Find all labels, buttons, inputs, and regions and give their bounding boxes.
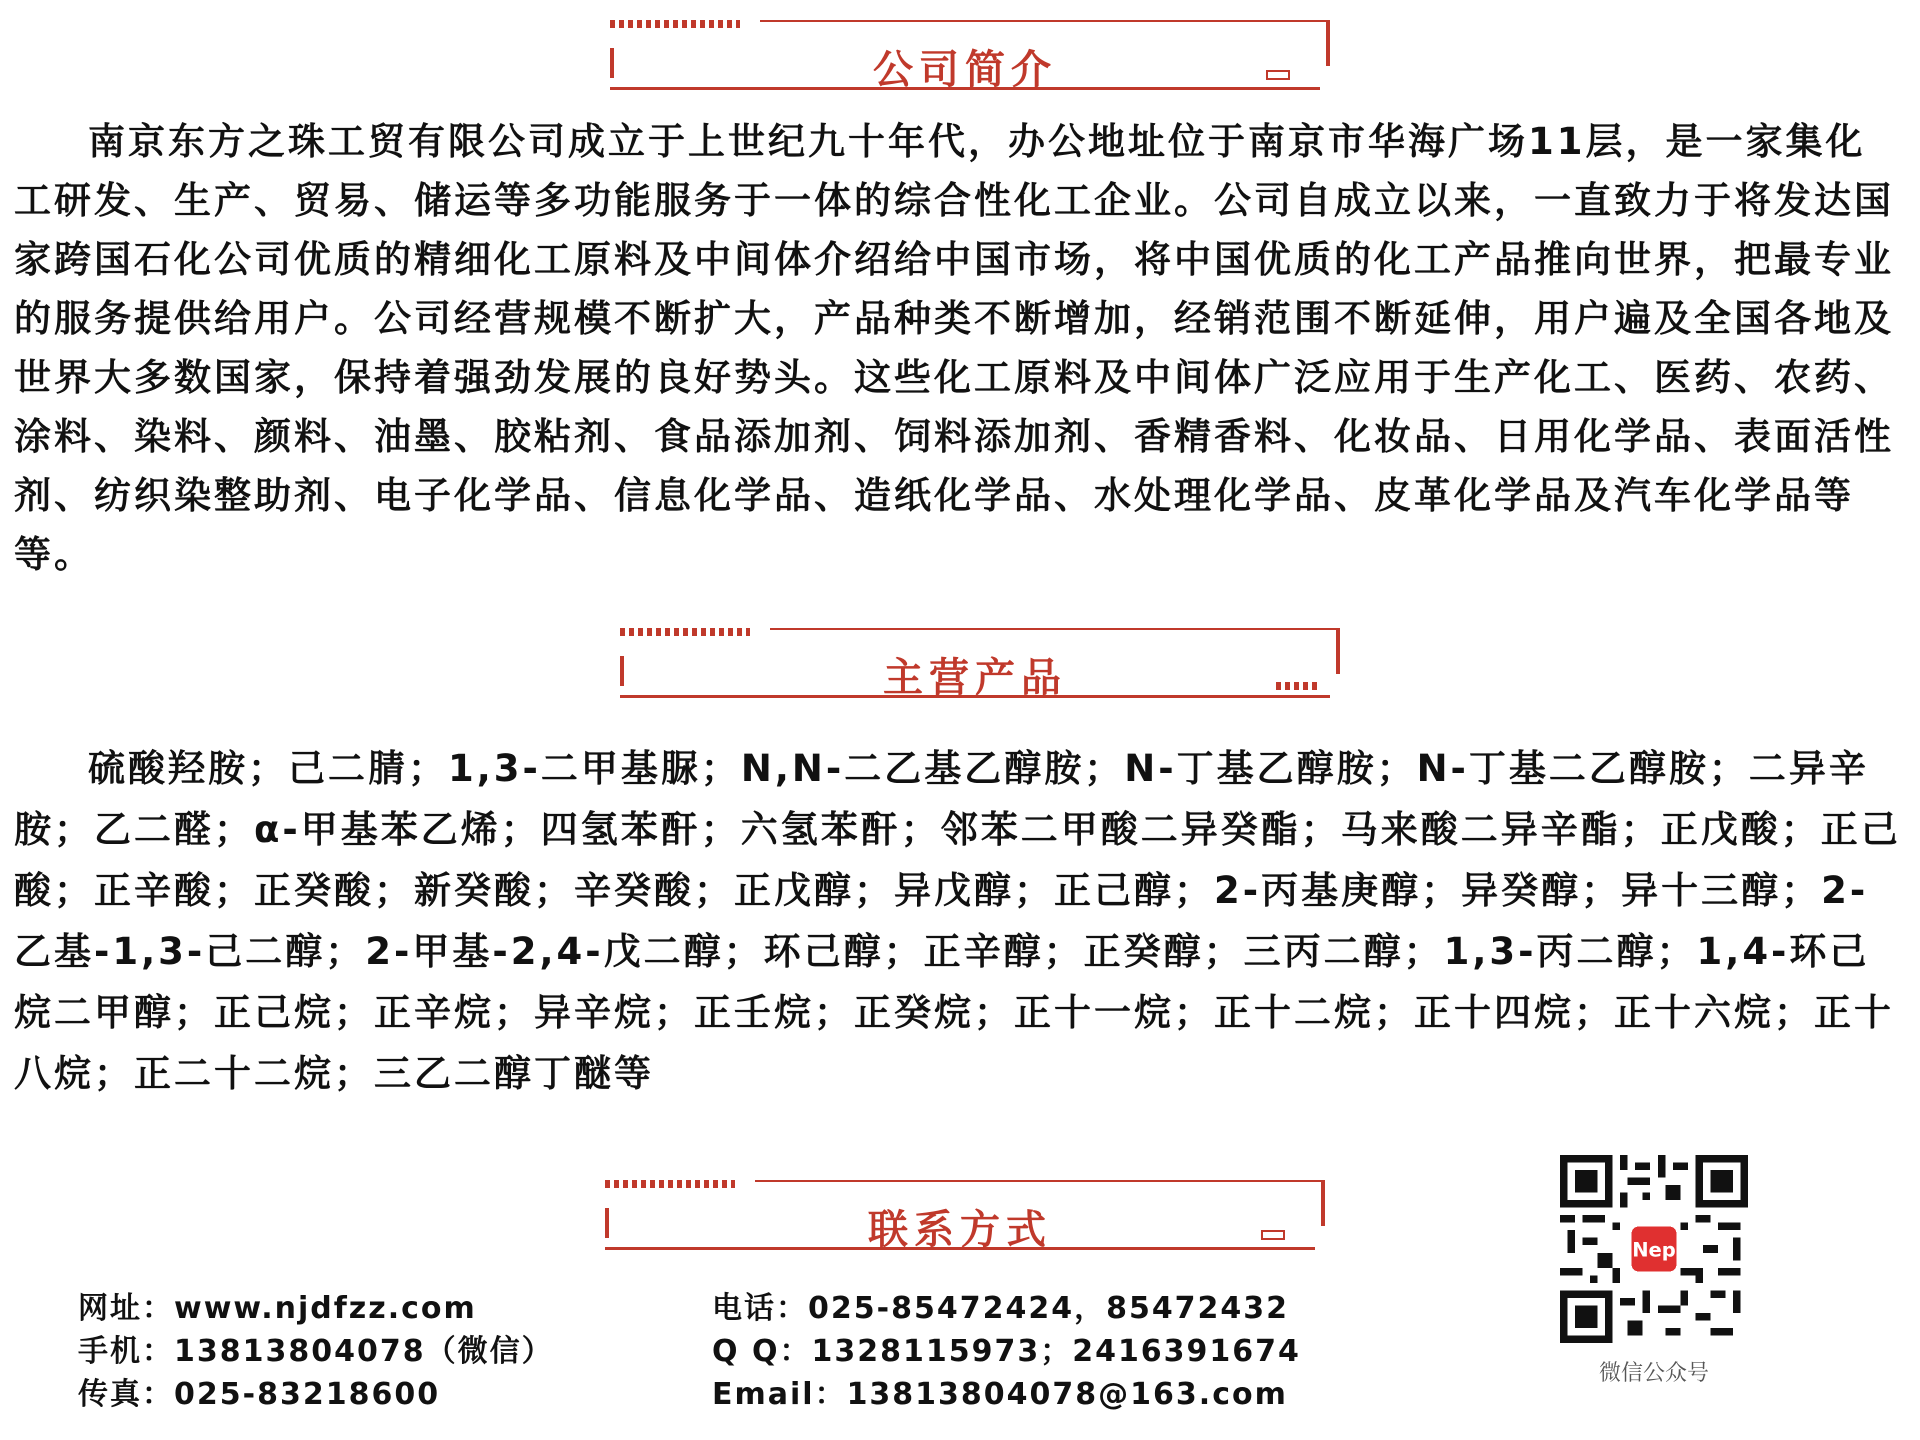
qr-caption: 微信公众号 [1598, 1361, 1709, 1386]
decor-line [760, 20, 1330, 22]
intro-header [600, 20, 1330, 93]
decor-dots [610, 20, 740, 28]
decor-line [770, 628, 1340, 630]
mobile-text: 手机：13813804078（微信） [78, 1334, 554, 1369]
wechat-qr-code-icon [1560, 1155, 1748, 1343]
qq-text: Q Q：1328115973；2416391674 [712, 1334, 1301, 1369]
fax-text: 传真：025-83218600 [78, 1377, 441, 1412]
section-title-intro: 公司简介 [873, 47, 1057, 93]
decor-line [755, 1180, 1325, 1182]
section-title-contact: 联系方式 [868, 1207, 1052, 1253]
contact-right-column [712, 1287, 1301, 1416]
contact-left-column [78, 1287, 554, 1416]
intro-paragraph: 南京东方之珠工贸有限公司成立于上世纪九十年代，办公地址位于南京市华海广场11层，是一家集化工研发、生产、贸易、储运等多功能服务于一体的综合性化工企业。公司自成立以来，一直致力于将发达国家跨国石化公司优质的精细化工原料及中间体介绍给中国市场，将中国优质的化工产品推向世界，把最专业的服务提供给用户。公司经营规模不断扩大，产品种类不断增加，经销范围不断延伸，用户遍及全国各地及世界大多数国家，保持着强劲发展的良好势头。这些化工原料及中间体广泛应用于生产化工、医药、农药、涂料、染料、颜料、油墨、胶粘剂、食品添加剂、饲料添加剂、香精香料、化妆品、日用化学品、表面活性剂、纺织染整助剂、电子化学品、信息化学品、造纸化学品、水处理化学品、皮革化学品及汽车化学品等等。 [14, 120, 1894, 576]
contact-header [595, 1180, 1325, 1253]
email-text: Email：13813804078@163.com [712, 1377, 1288, 1412]
products-paragraph: 硫酸羟胺；己二腈；1,3-二甲基脲；N,N-二乙基乙醇胺；N-丁基乙醇胺；N-丁基二乙醇胺；二异辛胺；乙二醛；α-甲基苯乙烯；四氢苯酐；六氢苯酐；邻苯二甲酸二异癸酯；马来酸二异辛酯；正戊酸；正己酸；正辛酸；正癸酸；新癸酸；辛癸酸；正戊醇；异戊醇；正己醇；2-丙基庚醇；异癸醇；异十三醇；2-乙基-1,3-己二醇；2-甲基-2,4-戊二醇；环己醇；正辛醇；正癸醇；三丙二醇；1,3-丙二醇；1,4-环己烷二甲醇；正己烷；正辛烷；异辛烷；正壬烷；正癸烷；正十一烷；正十二烷；正十四烷；正十六烷；正十八烷；正二十二烷；三乙二醇丁醚等 [14, 747, 1901, 1095]
phone-text: 电话：025-85472424，85472432 [712, 1291, 1290, 1326]
decor-dots [620, 628, 750, 636]
section-title-products: 主营产品 [883, 655, 1067, 701]
products-header [610, 628, 1340, 701]
qr-logo-text: Nep [1632, 1238, 1676, 1262]
website-text: 网址：www.njdfzz.com [78, 1291, 477, 1326]
decor-dots [605, 1180, 735, 1188]
